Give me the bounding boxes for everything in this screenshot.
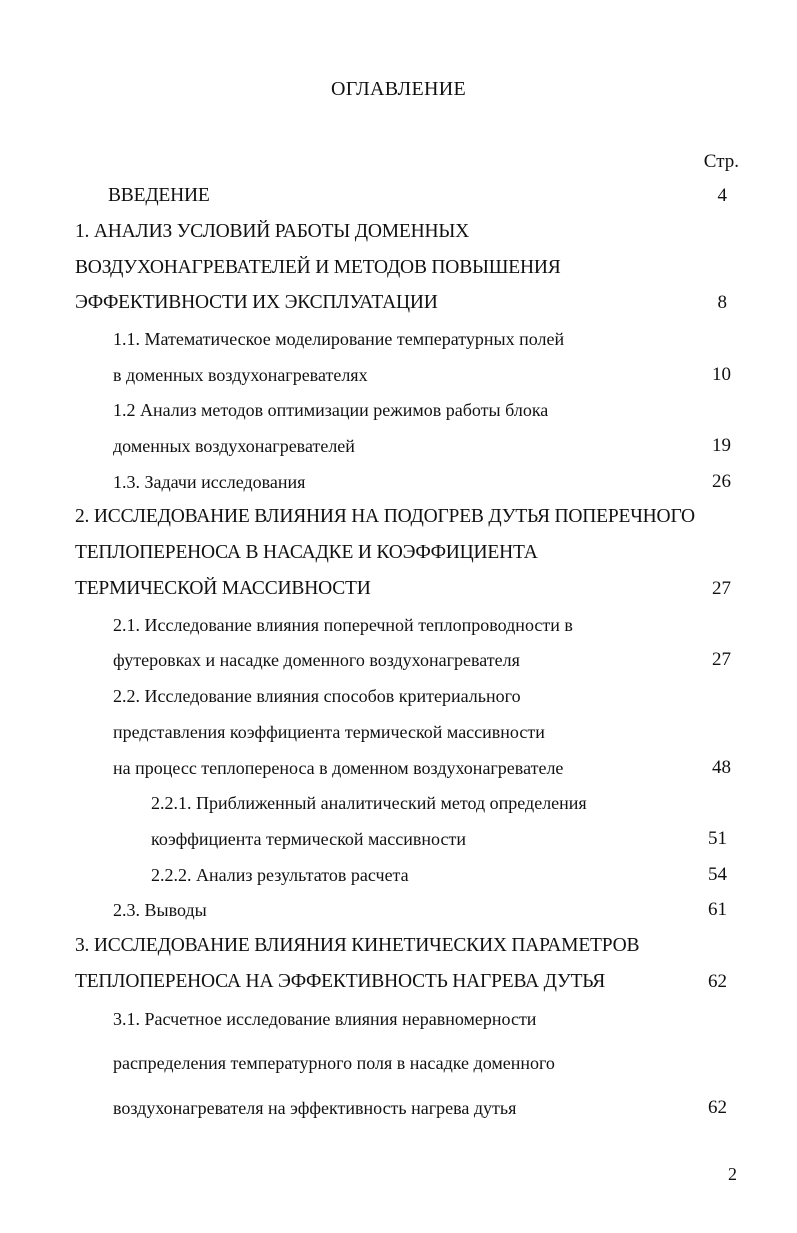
toc-entry-page: 62 [708, 971, 727, 992]
page-column-label: Стр. [703, 151, 739, 172]
toc-entry-page: 19 [712, 435, 731, 456]
toc-entry-page: 10 [712, 364, 731, 385]
toc-entry-page: 8 [717, 292, 727, 313]
toc-entry-title-line: 1.2 Анализ методов оптимизации режимов работы блока [113, 400, 549, 420]
toc-entry-title-line: 2.2. Исследование влияния способов критериального [113, 686, 521, 706]
toc-entry-title-line: 1.1. Математическое моделирование температурных полей [113, 329, 565, 349]
toc-entry-title-line: ТЕПЛОПЕРЕНОСА НА ЭФФЕКТИВНОСТЬ НАГРЕВА ДУТЬЯ [75, 971, 606, 992]
toc-entry-title-line: доменных воздухонагревателей [113, 436, 355, 456]
toc-entry-title-line: 3.1. Расчетное исследование влияния неравномерности [113, 1009, 537, 1029]
toc-entry-page: 61 [708, 899, 727, 920]
toc-entry-title-line: ТЕПЛОПЕРЕНОСА В НАСАДКЕ И КОЭФФИЦИЕНТА [75, 542, 538, 563]
toc-entry-page: 27 [712, 578, 731, 599]
toc-entry-title-line: распределения температурного поля в насадке доменного [113, 1053, 555, 1073]
page-title: ОГЛАВЛЕНИЕ [331, 78, 466, 100]
toc-entry-page: 62 [708, 1097, 727, 1118]
toc-entry-title-line: 3. ИССЛЕДОВАНИЕ ВЛИЯНИЯ КИНЕТИЧЕСКИХ ПАРАМЕТРОВ [75, 935, 640, 956]
toc-entry-page: 4 [717, 185, 727, 206]
toc-entry-page: 48 [712, 757, 731, 778]
toc-entry-page: 26 [712, 471, 731, 492]
toc-entry-page: 51 [708, 828, 727, 849]
toc-entry-title-line: 2. ИССЛЕДОВАНИЕ ВЛИЯНИЯ НА ПОДОГРЕВ ДУТЬЯ ПОПЕРЕЧНОГО [75, 506, 695, 527]
page-number: 2 [728, 1164, 737, 1184]
toc-entry-title-line: 1.3. Задачи исследования [113, 472, 306, 492]
toc-entry-title-line: представления коэффициента термической массивности [113, 722, 545, 742]
toc-entry-title-line: ТЕРМИЧЕСКОЙ МАССИВНОСТИ [75, 578, 371, 599]
toc-entry-title-line: ЭФФЕКТИВНОСТИ ИХ ЭКСПЛУАТАЦИИ [75, 292, 438, 313]
toc-entry-title-line: 2.2.2. Анализ результатов расчета [151, 865, 409, 885]
toc-entry-page: 54 [708, 864, 727, 885]
toc-entry-title-line: 2.2.1. Приближенный аналитический метод определения [151, 793, 587, 813]
toc-entry-page: 27 [712, 649, 731, 670]
toc-entry-title-line: на процесс теплопереноса в доменном воздухонагревателе [113, 758, 564, 778]
toc-entry-title-line: в доменных воздухонагревателях [113, 365, 368, 385]
toc-entry-title-line: ВОЗДУХОНАГРЕВАТЕЛЕЙ И МЕТОДОВ ПОВЫШЕНИЯ [75, 257, 561, 278]
toc-entry-title-line: 2.3. Выводы [113, 900, 207, 920]
toc-entry-title-line: воздухонагревателя на эффективность нагрева дутья [113, 1098, 517, 1118]
toc-entry-title-line: футеровках и насадке доменного воздухонагревателя [113, 650, 520, 670]
toc-entry-title-line: 1. АНАЛИЗ УСЛОВИЙ РАБОТЫ ДОМЕННЫХ [75, 221, 470, 242]
toc-entry-title-line: 2.1. Исследование влияния поперечной теплопроводности в [113, 615, 573, 635]
toc-entry-title-line: ВВЕДЕНИЕ [108, 185, 210, 206]
toc-entry-title-line: коэффициента термической массивности [151, 829, 466, 849]
